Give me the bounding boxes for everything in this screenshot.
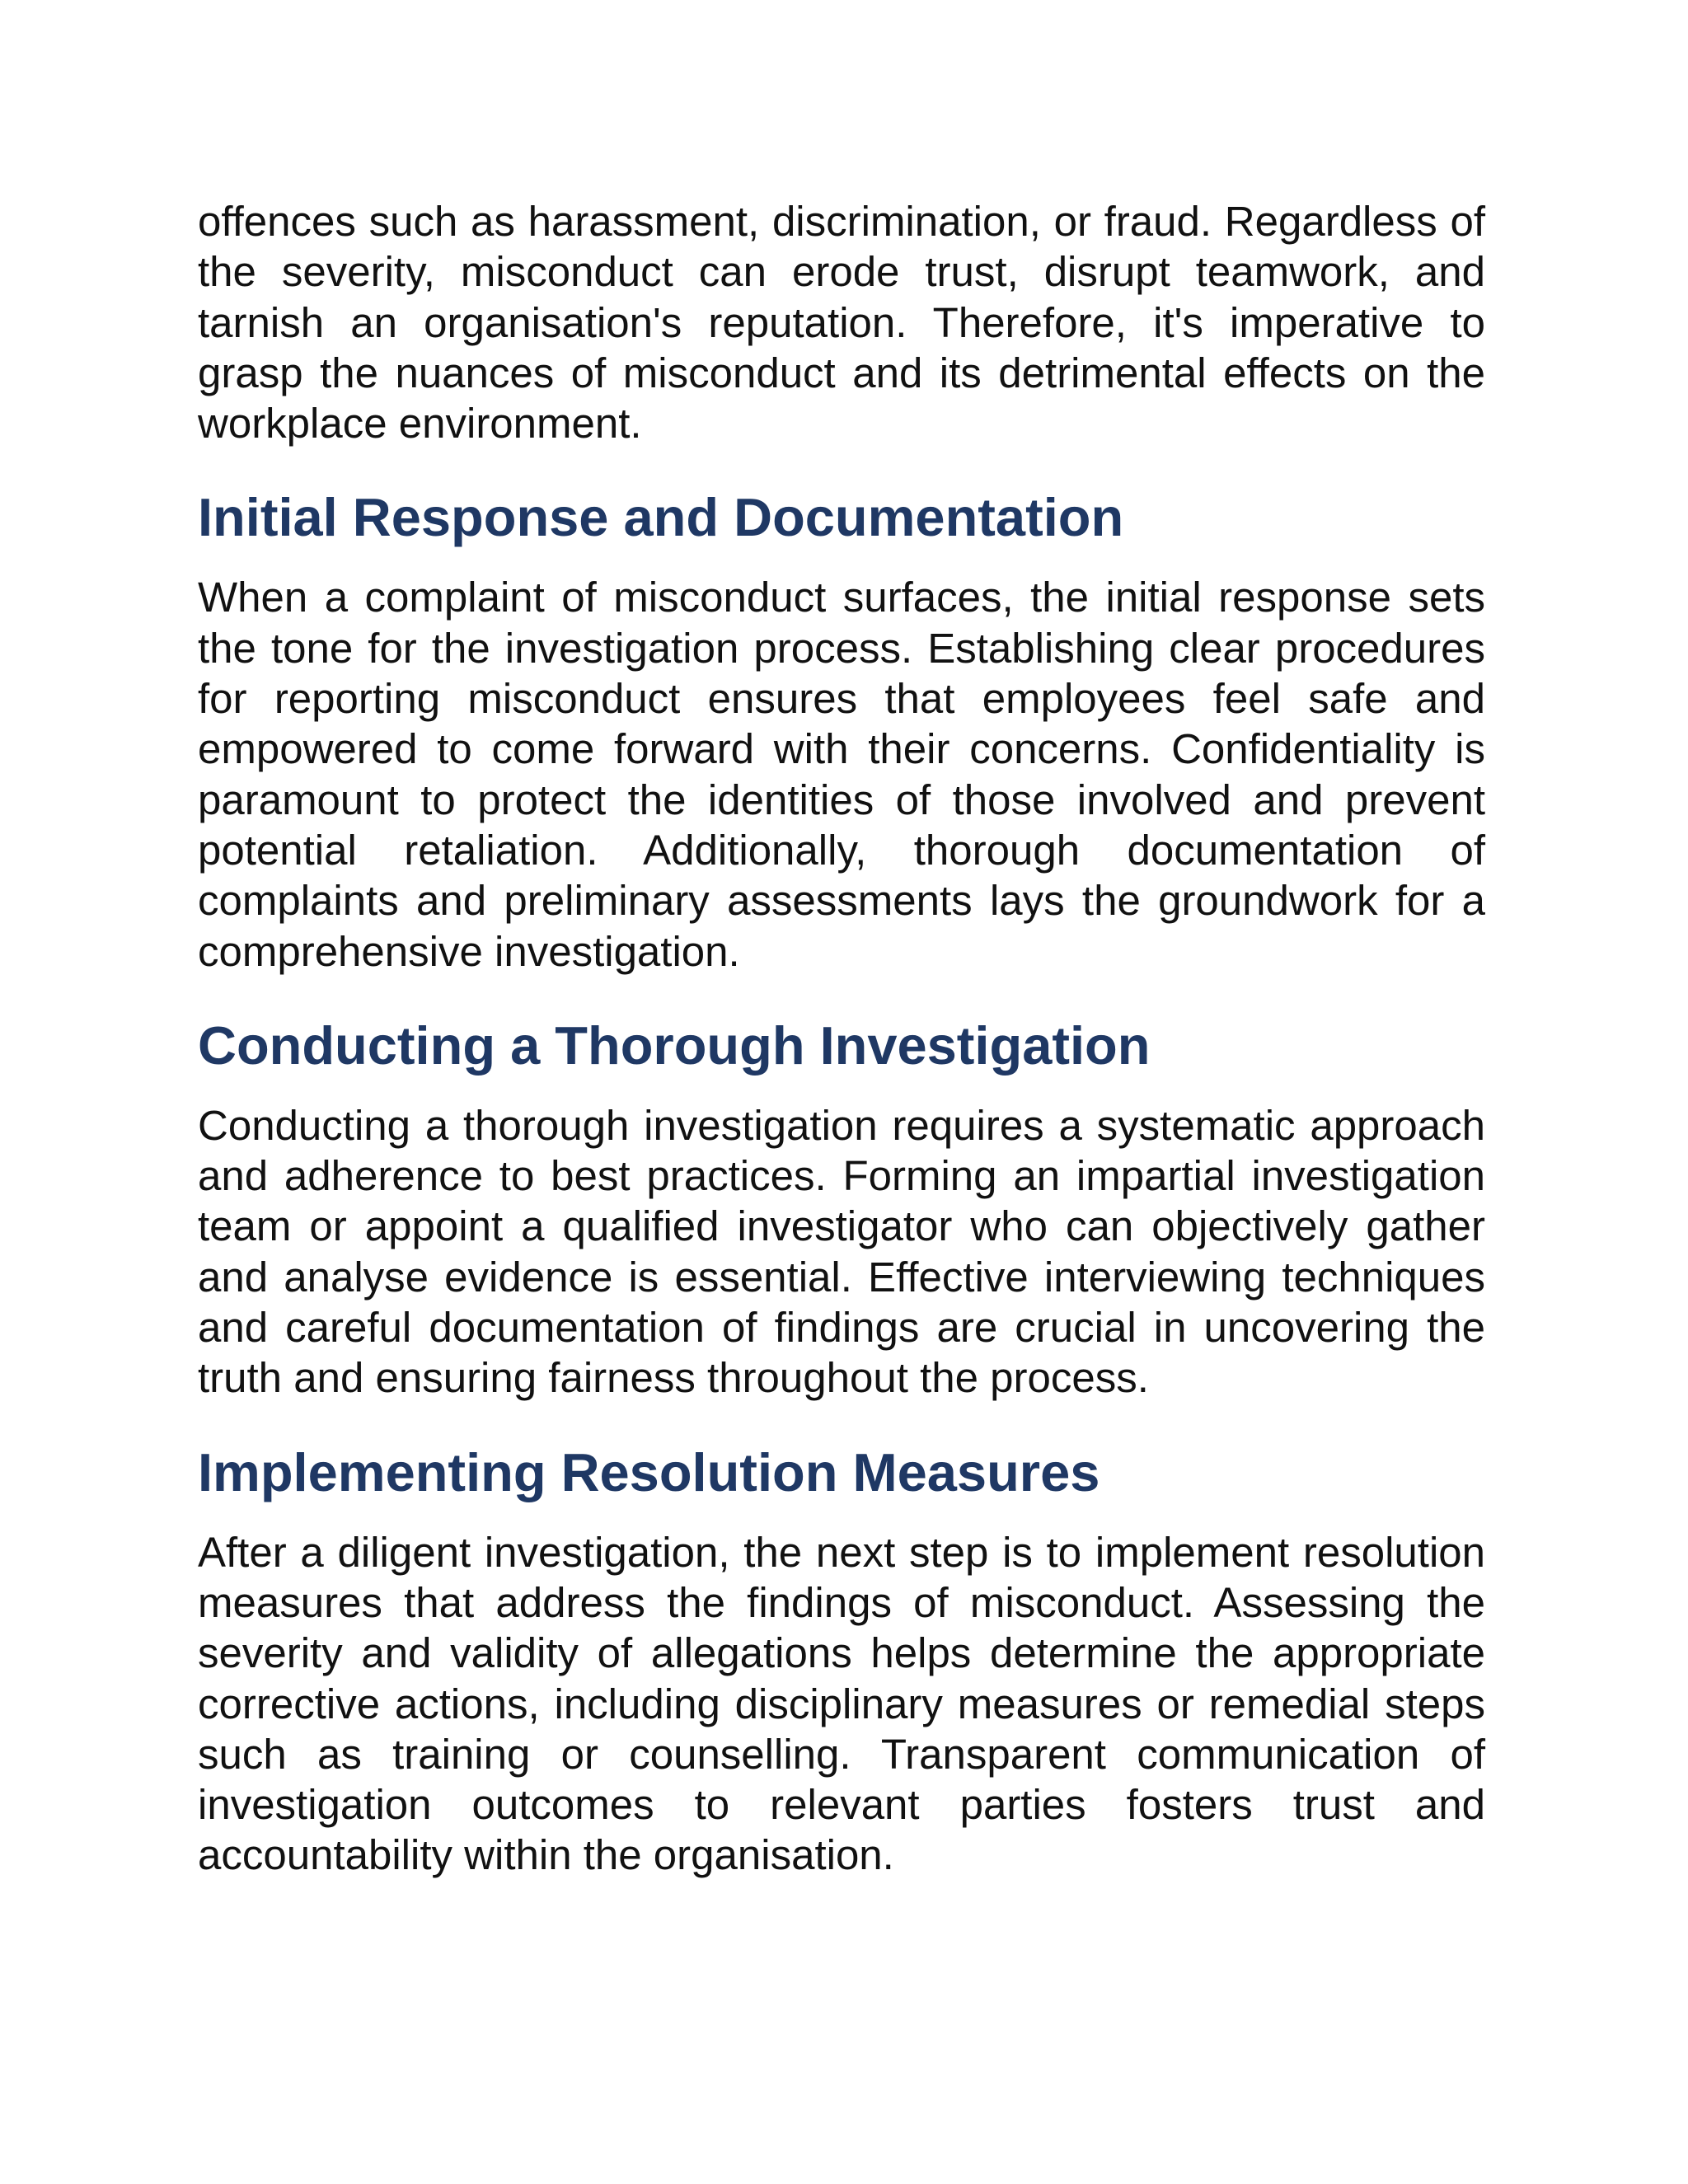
section-body-conducting-investigation: Conducting a thorough investigation requires a systematic approach and adherence to best practices. Forming an impartial investigation team or appoint a qualified investigator who can objectively gather and analyse evidence is essential. Effective interviewing techniques and careful documentation of findings are crucial in uncovering the truth and ensuring fairness throughout the process. [198, 1101, 1485, 1402]
intro-paragraph: offences such as harassment, discrimination, or fraud. Regardless of the severity, misconduct can erode trust, disrupt teamwork, and tarnish an organisation's reputation. Therefore, it's imperative to grasp the nuances of misconduct and its detrimental effects on the workplace environment. [198, 198, 1485, 448]
section-body-initial-response: When a complaint of misconduct surfaces, the initial response sets the tone for the investigation process. Establishing clear procedures for reporting misconduct ensures that employees feel safe and empowered to come forward with their concerns. Confidentiality is paramount to protect the identities of those involved and prevent potential retaliation. Additionally, thorough documentation of complaints and preliminary assessments lays the groundwork for a comprehensive investigation. [198, 574, 1485, 975]
section-body-resolution-measures: After a diligent investigation, the next step is to implement resolution measures that address the findings of misconduct. Assessing the severity and validity of allegations helps determine the appropriate corrective actions, including disciplinary measures or remedial steps such as training or counselling. Transparent communication of investigation outcomes to relevant parties fosters trust and accountability within the organisation. [198, 1528, 1485, 1879]
section-heading-resolution-measures: Implementing Resolution Measures [198, 1441, 1100, 1502]
section-heading-conducting-investigation: Conducting a Thorough Investigation [198, 1015, 1151, 1076]
document-page [198, 196, 1485, 1881]
section-heading-initial-response: Initial Response and Documentation [198, 487, 1124, 548]
